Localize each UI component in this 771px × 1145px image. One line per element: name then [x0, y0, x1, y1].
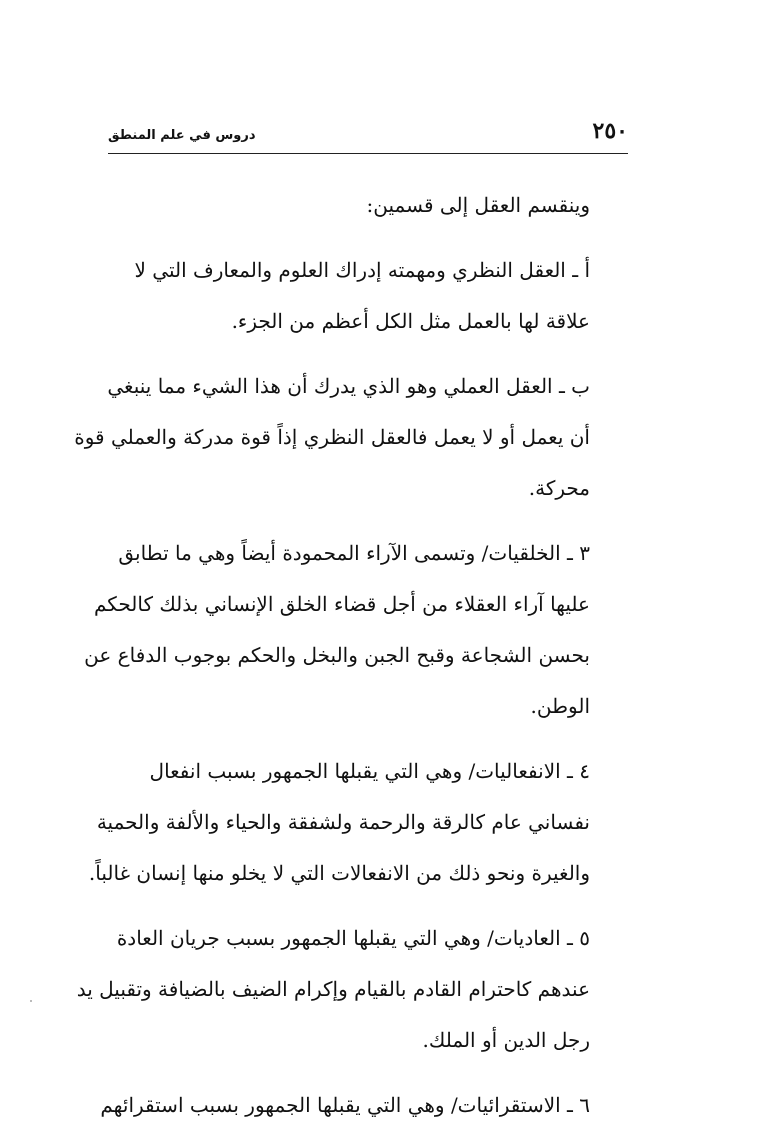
header-divider [108, 153, 628, 154]
text-line: ٤ ـ الانفعاليات/ وهي التي يقبلها الجمهور بسبب انفعال [149, 759, 590, 783]
text-line: نفساني عام كالرقة والرحمة ولشفقة والحياء والألفة والحمية [96, 810, 590, 834]
running-head-title: دروس في علم المنطق [108, 128, 256, 143]
text-line: محركة. [528, 476, 590, 500]
text-line: ٣ ـ الخلقيات/ وتسمى الآراء المحمودة أيضاً وهي ما تطابق [118, 541, 590, 565]
text-line: ٦ ـ الاستقرائيات/ وهي التي يقبلها الجمهور بسبب استقرائهم [100, 1093, 590, 1117]
text-line: علاقة لها بالعمل مثل الكل أعظم من الجزء. [231, 309, 590, 333]
page-body [74, 180, 628, 1145]
text-line: وينقسم العقل إلى قسمين: [366, 193, 590, 217]
page-number: ٢٥٠ [592, 118, 628, 144]
text-line: الوطن. [530, 694, 590, 718]
paragraph-item-3 [84, 528, 628, 732]
paragraph-intro [108, 180, 628, 231]
text-line: بحسن الشجاعة وقبح الجبن والبخل والحكم بوجوب الدفاع عن [84, 643, 590, 667]
text-line: رجل الدين أو الملك. [422, 1028, 590, 1052]
text-line: عليها آراء العقلاء من أجل قضاء الخلق الإنساني بذلك كالحكم [93, 592, 590, 616]
text-line: أن يعمل أو لا يعمل فالعقل النظري إذاً قوة مدركة والعملي قوة [74, 425, 590, 449]
paragraph-item-5 [76, 913, 628, 1066]
text-line: ٥ ـ العاديات/ وهي التي يقبلها الجمهور بسبب جريان العادة [116, 926, 590, 950]
text-line: والغيرة ونحو ذلك من الانفعالات التي لا يخلو منها إنسان غالباً. [88, 861, 590, 885]
text-line: ب ـ العقل العملي وهو الذي يدرك أن هذا الشيء مما ينبغي [107, 374, 590, 398]
text-line: عندهم كاحترام القادم بالقيام وإكرام الضيف بالضيافة وتقبيل يد [76, 977, 590, 1001]
paragraph-item-4 [88, 746, 628, 899]
paragraph-theoretical-intellect [108, 245, 628, 347]
text-line: أ ـ العقل النظري ومهمته إدراك العلوم والمعارف التي لا [134, 258, 590, 282]
paragraph-item-6 [100, 1080, 628, 1131]
paragraph-practical-intellect [74, 361, 628, 514]
page-header [108, 118, 628, 154]
scan-speck [30, 1000, 32, 1002]
